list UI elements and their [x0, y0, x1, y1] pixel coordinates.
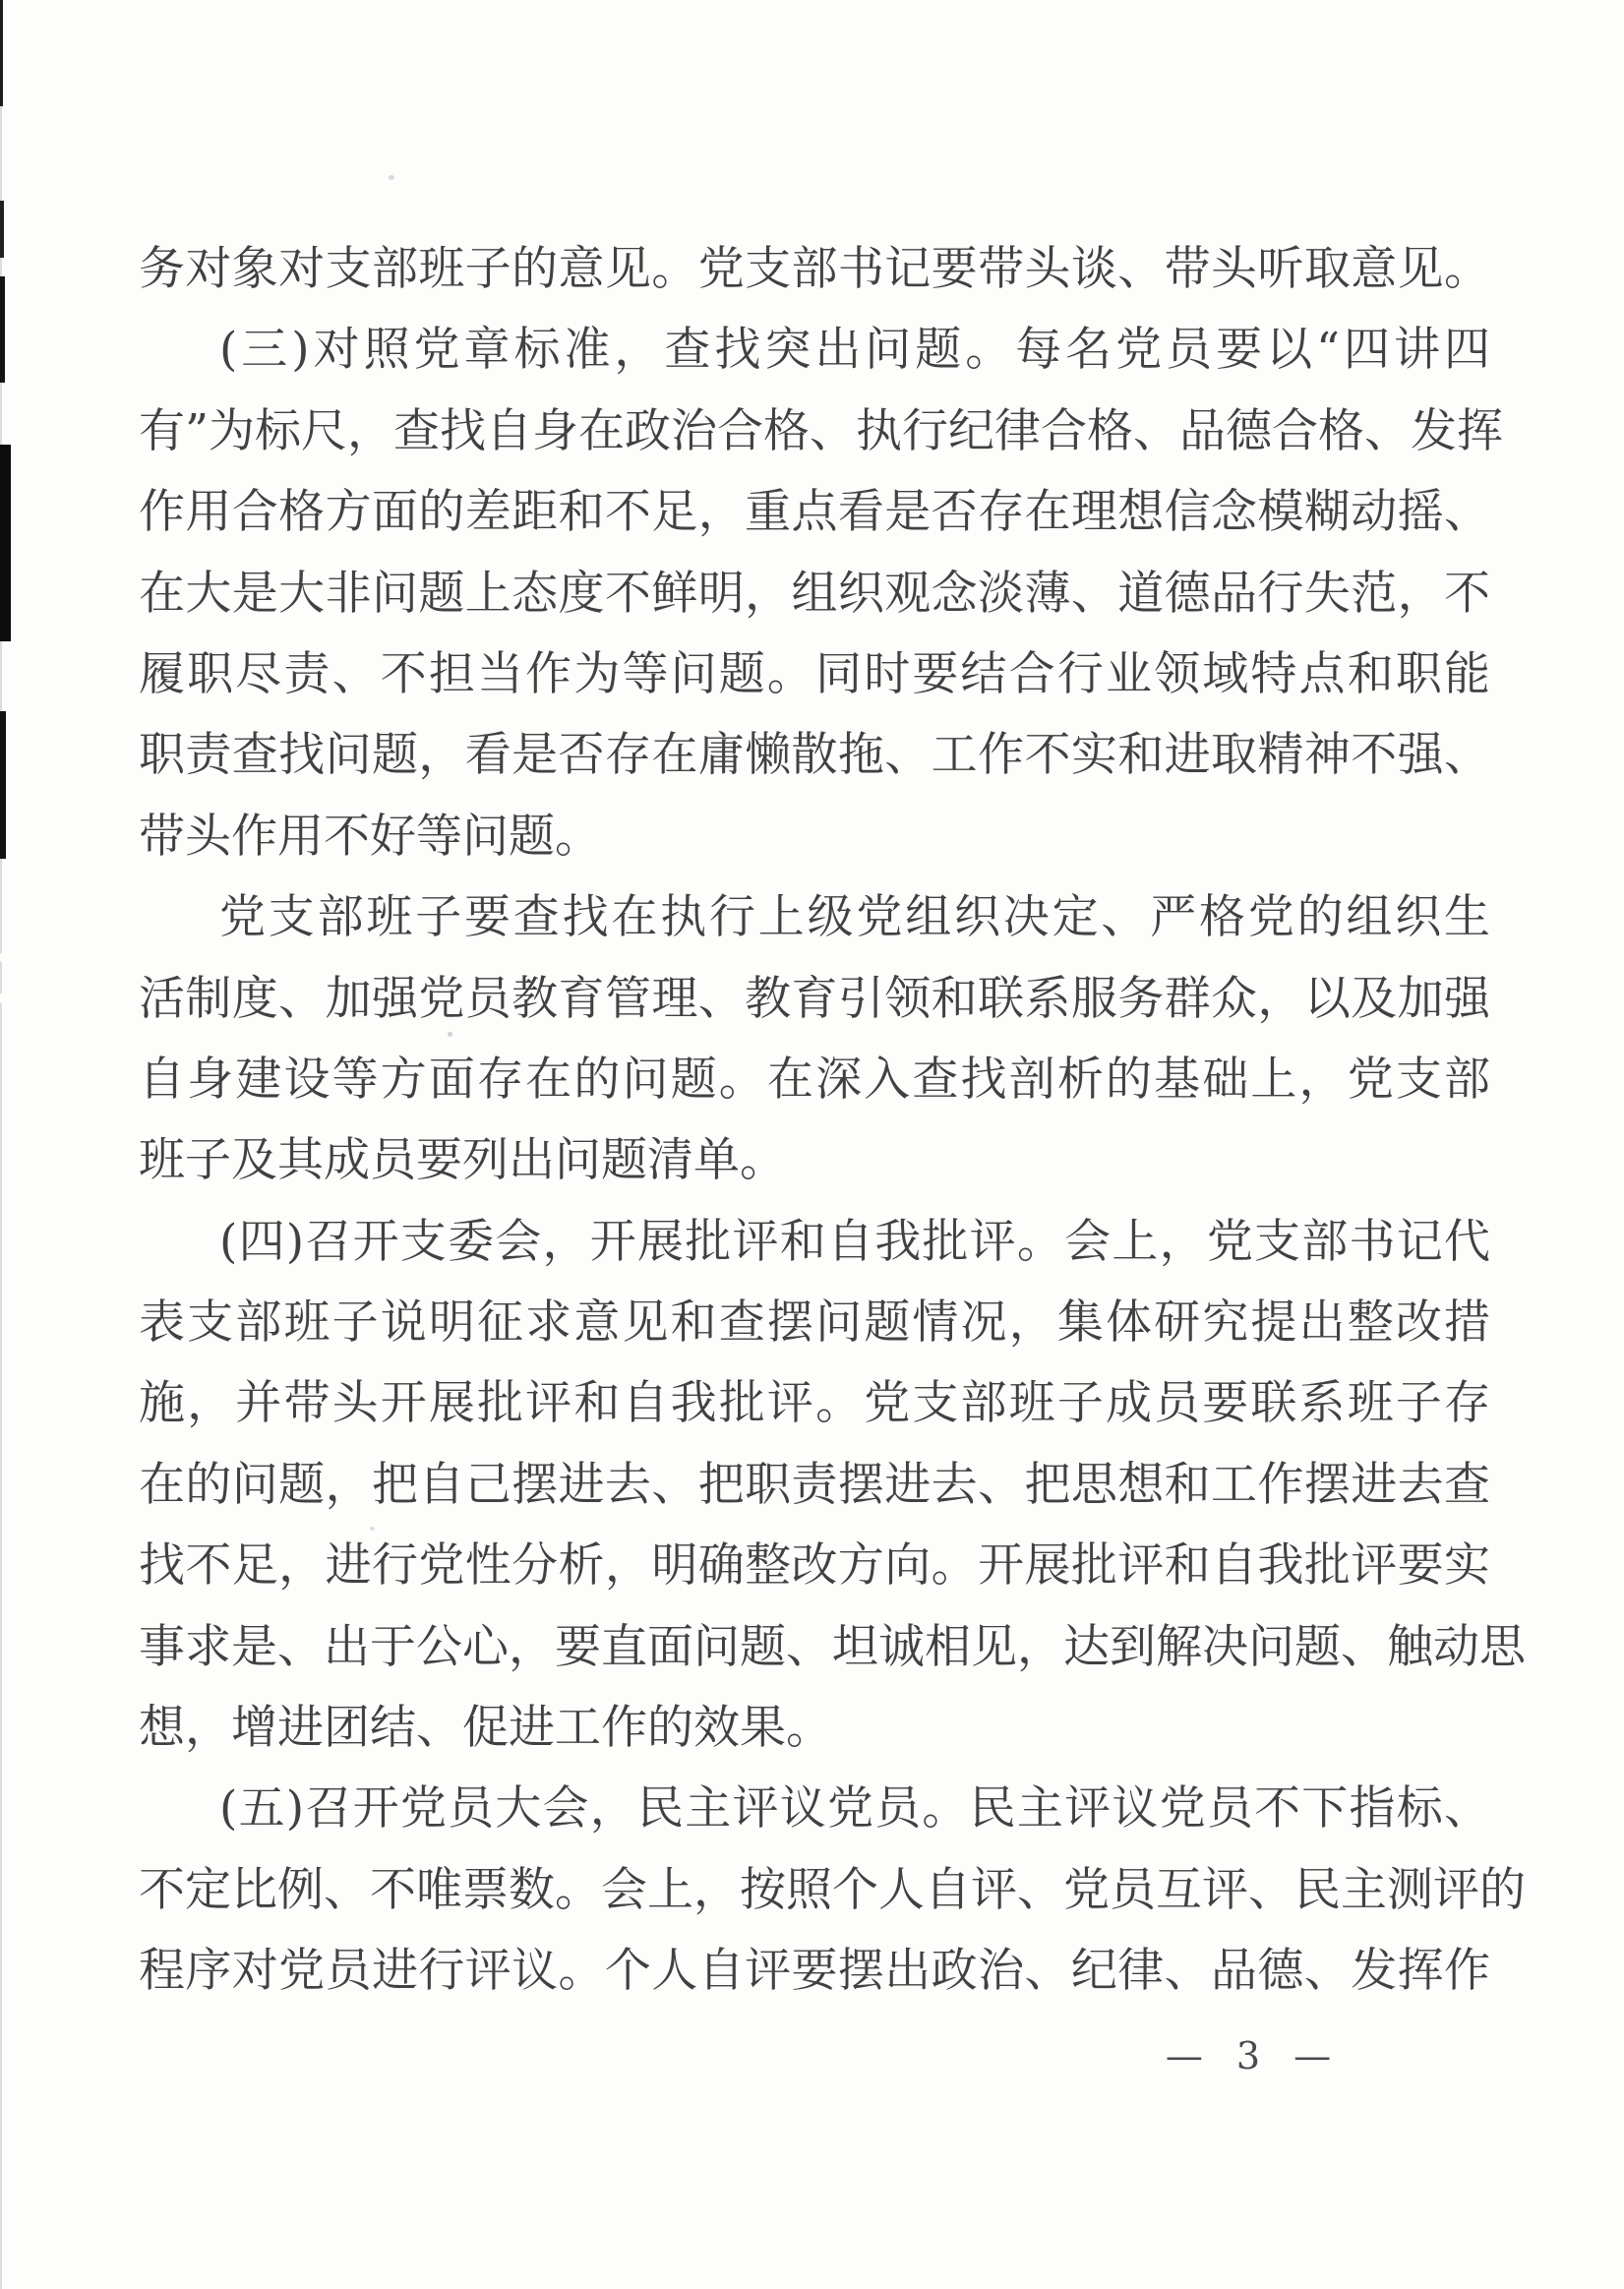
scan-artifact [0, 711, 6, 859]
text-line: 作用合格方面的差距和不足，重点看是否存在理想信念模糊动摇、 [139, 485, 1490, 540]
text-line: 带头作用不好等问题。 [139, 809, 601, 864]
page-number: — 3 — [1165, 2034, 1334, 2078]
text-line: 找不足，进行党性分析，明确整改方向。开展批评和自我批评要实 [139, 1538, 1490, 1594]
text-line: 自身建设等方面存在的问题。在深入查找剖析的基础上，党支部 [139, 1052, 1490, 1107]
scan-artifact-notch [0, 947, 14, 962]
text-line: (四)召开支委会，开展批评和自我批评。会上，党支部书记代 [219, 1214, 1490, 1269]
scan-speck [389, 175, 394, 180]
text-line: 程序对党员进行评议。个人自评要摆出政治、纪律、品德、发挥作 [139, 1944, 1490, 1999]
text-line: 务对象对支部班子的意见。党支部书记要带头谈、带头听取意见。 [139, 242, 1490, 296]
text-line: 有”为标尺，查找自身在政治合格、执行纪律合格、品德合格、发挥 [139, 403, 1504, 458]
scan-artifact [0, 0, 3, 106]
text-line: (五)召开党员大会，民主评议党员。民主评议党员不下指标、 [219, 1781, 1490, 1837]
text-line: 不定比例、不唯票数。会上，按照个人自评、党员互评、民主测评的 [139, 1862, 1526, 1917]
scan-artifact [0, 276, 5, 383]
text-line: 表支部班子说明征求意见和查摆问题情况，集体研究提出整改措 [139, 1295, 1490, 1351]
text-line: 在大是大非问题上态度不鲜明，组织观念淡薄、道德品行失范，不 [139, 566, 1490, 621]
text-line: 活制度、加强党员教育管理、教育引领和联系服务群众，以及加强 [139, 971, 1490, 1026]
text-line: 施，并带头开展批评和自我批评。党支部班子成员要联系班子存 [139, 1376, 1490, 1431]
text-line: (三)对照党章标准，查找突出问题。每名党员要以“四讲四 [219, 323, 1490, 378]
scan-artifact [0, 445, 11, 641]
text-line: 履职尽责、不担当作为等问题。同时要结合行业领域特点和职能 [139, 646, 1490, 701]
text-line: 职责查找问题，看是否存在庸懒散拖、工作不实和进取精神不强、 [139, 728, 1490, 783]
text-line: 在的问题，把自己摆进去、把职责摆进去、把思想和工作摆进去查 [139, 1457, 1490, 1512]
body-text [139, 229, 1526, 2013]
scan-artifact-notch [0, 989, 15, 1003]
scan-artifact [0, 201, 4, 258]
text-line: 班子及其成员要列出问题清单。 [139, 1133, 786, 1188]
text-line: 事求是、出于公心，要直面问题、坦诚相见，达到解决问题、触动思 [139, 1619, 1526, 1674]
text-line: 党支部班子要查找在执行上级党组织决定、严格党的组织生 [219, 890, 1490, 945]
text-line: 想，增进团结、促进工作的效果。 [139, 1701, 832, 1756]
